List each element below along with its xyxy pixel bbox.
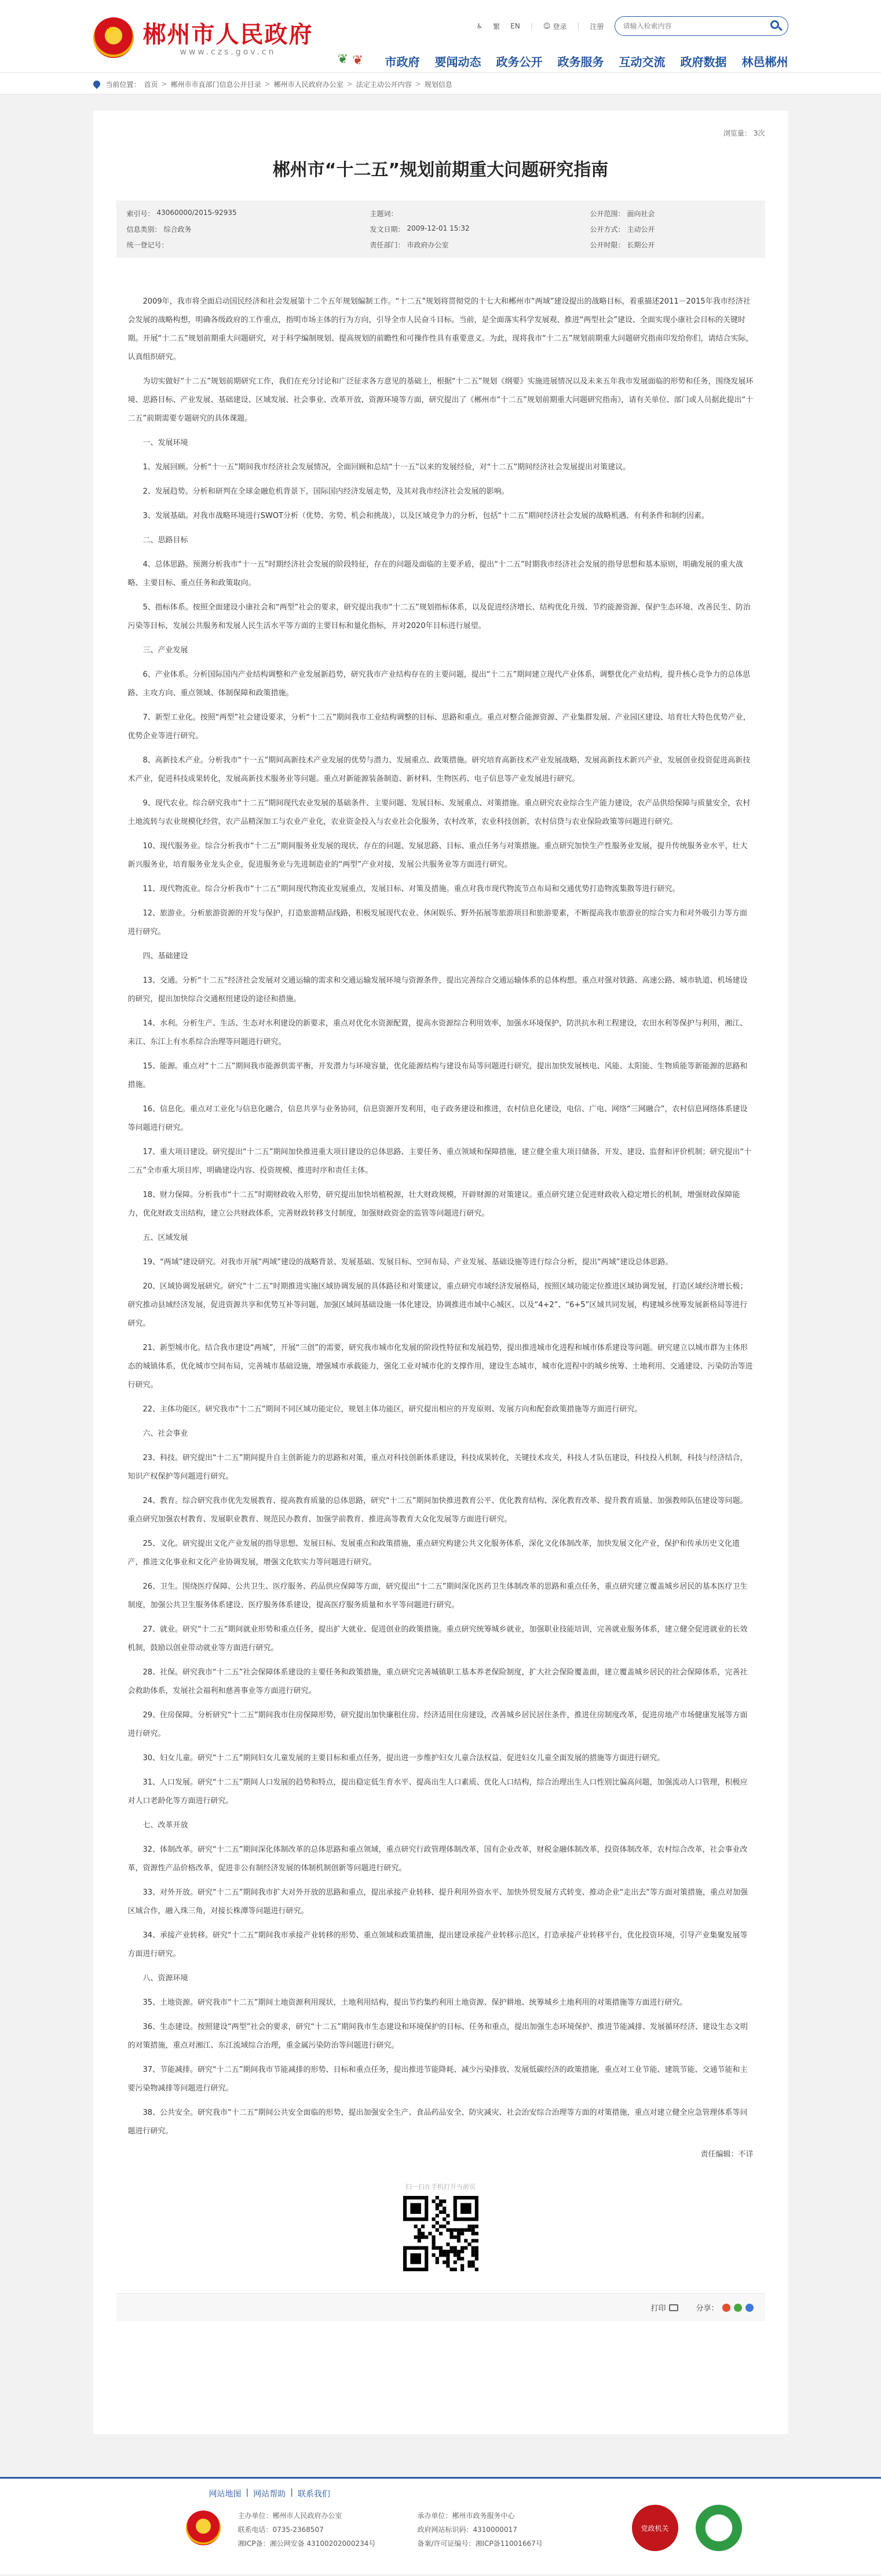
accessibility-link[interactable] [477, 22, 483, 30]
national-emblem-icon[interactable]: ★ [93, 17, 134, 58]
article-paragraph: 13、交通。分析“十二五”经济社会发展对交通运输的需求和交通运输发展环境与资源条件，提出完善综合交通运输体系的总体构想。重点对强对铁路、高速公路、城市轨道、机场建设的研究，提出加快综合交通枢纽建设的途径和措施。 [127, 976, 748, 1004]
article-paragraph: 22、主体功能区。研究我市“十二五”期间不同区域功能定位，规划主体功能区，研究提出相应的开发原则、发展方向和配套政策措施等方面进行研究。 [142, 1405, 642, 1414]
article-body [116, 293, 765, 2141]
article-paragraph: 37、节能减排。研究“十二五”期间我市节能减排的形势、目标和重点任务，提出推进节能降耗、减少污染排放、发展低碳经济的政策措施，重点对工业节能、建筑节能、交通节能和主要污染物减排等问题进行研究。 [127, 2066, 748, 2093]
article-title: 郴州市“十二五”规划前期重大问题研究指南 [272, 160, 609, 180]
meta-field: 责任部门： 市政府办公室 [370, 241, 449, 249]
error-report-badge-icon[interactable] [696, 2505, 742, 2551]
article-paragraph: 15、能源。重点对“十二五”期间我市能源供需平衡，开发潜力与环境容量，优化能源结构与建设布局等问题进行研究，提出加快发展核电、风能、太阳能、生物质能等新能源的思路和措施。 [127, 1062, 748, 1089]
search-input[interactable] [623, 22, 769, 30]
article-paragraph: 26、卫生。围绕医疗保障、公共卫生、医疗服务、药品供应保障等方面，研究提出“十二五”期间深化医药卫生体制改革的思路和重点任务，重点研究建立覆盖城乡居民的基本医疗卫生制度，加强公共卫生服务体系建设、医疗服务体系建设，提高医疗服务质量和水平等问题进行研究。 [127, 1582, 748, 1610]
breadcrumb-label: 当前位置： [105, 80, 141, 89]
article-paragraph: 27、就业。研究“十二五”期间就业形势和重点任务，提出扩大就业、促进创业的政策措施。重点研究统筹城乡就业，加强职业技能培训，完善就业服务体系，建立健全促进就业的长效机制，鼓励以创业带动就业等方面进行研究。 [127, 1625, 748, 1652]
breadcrumb-item[interactable]: 法定主动公开内容 [356, 80, 412, 89]
article-paragraph: 11、现代物流业。综合分析我市“十二五”期间现代物流业发展重点，发展目标、对策及措施。重点对我市现代物流节点布局和交通优势打造物流集散等进行研究。 [142, 885, 680, 893]
article-paragraph: 35、土地资源。研究我市“十二五”期间土地资源利用现状，土地利用结构，提出节约集约利用土地资源、保护耕地、统筹城乡土地利用的对策措施等方面进行研究。 [142, 1998, 688, 2007]
meta-field: 统一登记号： [126, 241, 169, 249]
party-gov-badge[interactable]: 党政机关 [632, 2505, 678, 2551]
article-paragraph: 19、“两域”建设研究。对我市开展“两域”建设的战略背景、发展基础、发展目标、空间布局、产业发展、基础设施等进行综合分析，提出“两域”建设总体思路。 [142, 1258, 673, 1267]
breadcrumb-item[interactable]: 首页 [144, 80, 158, 89]
meta-field: 发文日期： 2009-12-01 15:32 [370, 224, 470, 233]
article-paragraph: 一、发展环境 [142, 439, 188, 447]
qzone-share-icon[interactable] [745, 2304, 754, 2312]
meta-field: 公开方式： 主动公开 [590, 225, 655, 233]
article-paragraph: 17、重大项目建设。研究提出“十二五”期间加快推进重大项目建设的总体思路、主要任务、重点领域和保障措施，建立健全重大项目储备、开发、建设、监督和评价机制；研究提出“十二五”全市重大项目库，明确建设内容、投资规模、推进时序和责任主体。 [127, 1148, 752, 1175]
article-paragraph: 八、资源环境 [142, 1974, 188, 1983]
article-paragraph: 6、产业体系。分析国际国内产业结构调整和产业发展新趋势，研究我市产业结构存在的主要问题，提出“十二五”期间建立现代产业体系，调整优化产业结构，提升核心竞争力的总体思路、主攻方向、重点领域、体制保障和政策措施。 [127, 670, 751, 698]
footer-links: 网站地图 | 网站帮助 | 联系我们 [209, 2488, 330, 2499]
bamboo-decoration-icon: ❦ ❦ [337, 52, 363, 68]
meta-field: 信息类别： 综合政务 [126, 225, 192, 233]
footer-link-contact[interactable]: 联系我们 [297, 2490, 330, 2499]
article-paragraph: 30、妇女儿童。研究“十二五”期间妇女儿童发展的主要目标和重点任务，提出进一步维护妇女儿童合法权益、促进妇女儿童全面发展的措施等方面进行研究。 [142, 1754, 665, 1763]
english-link[interactable]: EN [510, 22, 520, 30]
nav-item-services[interactable]: 政务服务 [557, 54, 604, 69]
article-paragraph: 29、住房保障。分析研究“十二五”期间我市住房保障形势，研究提出加快廉租住房、经济适用住房建设，改善城乡居民居住条件，推进住房制度改革，促进房地产市场健康发展等方面进行研究。 [127, 1711, 748, 1738]
nav-item-public-info[interactable]: 政务公开 [496, 54, 543, 69]
main-nav [335, 52, 788, 70]
top-toolbar: ♿ 繁 EN | ☺ 登录 | 注册 请输入检索内容 [477, 16, 788, 36]
footer-emblem-icon [186, 2511, 221, 2545]
article-paragraph: 2、发展趋势。分析和研判在全球金融危机背景下，国际国内经济发展走势，及其对我市经济社会发展的影响。 [142, 487, 509, 496]
user-icon: ☺ [543, 22, 551, 30]
article-paragraph: 33、对外开放。研究“十二五”期间我市扩大对外开放的思路和重点，提出承接产业转移、提升利用外资水平、加快外贸发展方式转变、推动企业“走出去”等方面对策措施，重点对加强区域合作，融入珠三角，对接长株潭等问题进行研究。 [127, 1888, 748, 1915]
article-paragraph: 28、社保。研究我市“十二五”社会保障体系建设的主要任务和政策措施，重点研究完善城镇职工基本养老保险制度，扩大社会保险覆盖面，建立覆盖城乡居民的社会保障体系，完善社会救助体系，发展社会福利和慈善事业等方面进行研究。 [127, 1668, 748, 1695]
article-paragraph: 7、新型工业化。按照“两型”社会建设要求，分析“十二五”期间我市工业结构调整的目标、思路和重点。重点对整合能源资源、产业集群发展、产业园区建设、培育壮大特色优势产业，优势企业等进行研究。 [127, 713, 751, 740]
article-paragraph: 25、文化。研究提出文化产业发展的指导思想、发展目标、发展重点和政策措施，重点研究构建公共文化服务体系，深化文化体制改革，加快发展文化产业，保护和传承历史文化遗产，推进文化事业和文化产业协调发展，增强文化软实力等问题进行研究。 [127, 1539, 740, 1567]
article-paragraph: 38、公共安全。研究我市“十二五”期间公共安全面临的形势，提出加强安全生产、食品药品安全、防灾减灾、社会治安综合治理等方面的对策措施，重点对建立健全应急管理体系等问题进行研究。 [127, 2108, 748, 2136]
meta-field: 公开范围： 面向社会 [590, 210, 655, 218]
wechat-share-icon[interactable] [734, 2304, 742, 2312]
search-box [615, 16, 788, 36]
article-paragraph: 9、现代农业。综合研究我市“十二五”期间现代农业发展的基础条件、主要问题、发展目标、发展重点、对策措施。重点研究农业综合生产能力建设，农产品供给保障与质量安全，农村土地流转与农业规模化经营，农产品精深加工与农业产业化，农业资金投入与农业社会化服务，农村改革，农业科技创新，农村信贷与农业保险政策等问题进行研究。 [127, 799, 751, 826]
register-link[interactable]: 注册 [590, 22, 604, 31]
article-paragraph: 31、人口发展。研究“十二五”期间人口发展的趋势和特点，提出稳定低生育水平、提高出生人口素质、优化人口结构，综合治理出生人口性别比偏高问题，加强流动人口管理，积极应对人口老龄化等方面进行研究。 [127, 1778, 748, 1805]
article-paragraph: 10、现代服务业。综合分析我市“十二五”期间服务业发展的现状、存在的问题、发展思路、目标、重点任务与对策措施。重点研究加快生产性服务业发展，提升传统服务业水平，壮大新兴服务业，培育服务业龙头企业，促进服务业与先进制造业的“两型”产业对接，发展公共服务业等方面进行研究。 [127, 842, 748, 869]
article-paragraph: 六、社会事业 [142, 1429, 188, 1438]
article-paragraph: 为切实做好“十二五”规划前期研究工作，我们在充分讨论和广泛征求各方意见的基础上，根据“十二五”规划《纲要》实施进展情况以及未来五年我市发展面临的形势和任务，围绕发展环境、思路目标、产业发展、基础建设、区域发展、社会事业、改革开放、资源环境等方面，研究提出了《郴州市“十二五”规划前期重大问题研究指南》，请有关单位、部门或人员据此提出“十二五”前期需要专题研究的具体课题。 [127, 377, 754, 423]
article-container [93, 111, 788, 2434]
qr-code-block [400, 2182, 481, 2274]
article-paragraph: 14、水利。分析生产、生活、生态对水利建设的新要求，重点对优化水资源配置，提高水资源综合利用效率，加强水环境保护，防洪抗水利工程建设，农田水利等保护与利用，湘江、耒江、东江上有水系综合治理等问题进行研究。 [127, 1019, 748, 1046]
view-count-value: 3次 [753, 129, 765, 137]
login-link[interactable]: ☺ 登录 [543, 22, 567, 31]
search-icon[interactable] [769, 19, 783, 33]
qr-code-icon [403, 2196, 478, 2271]
breadcrumb-item[interactable]: 郴州市市直部门信息公开目录 [170, 80, 261, 89]
breadcrumb-item[interactable]: 规划信息 [424, 80, 452, 89]
footer-info-col1: 主办单位：郴州市人民政府办公室 联系电话：0735-2368507 湘ICP备：湘公网安备 43100202000234号 [237, 2512, 376, 2548]
article-paragraph: 16、信息化。重点对工业化与信息化融合，信息共享与业务协同，信息资源开发利用，电子政务建设和推进，农村信息化建设，电信、广电、网络“三网融合”，农村信息网络体系建设等问题进行研究。 [127, 1105, 748, 1132]
meta-field: 主题词： [370, 210, 398, 218]
article-paragraph: 五、区域发展 [142, 1234, 188, 1242]
share-group: 分享： [696, 2302, 753, 2313]
article-paragraph: 12、旅游业。分析旅游资源的开发与保护，打造旅游精品线路，积极发展现代农业、休闲娱乐、野外拓展等旅游项目和旅游要素，不断提高我市旅游业的综合实力和对外吸引力等方面进行研究。 [127, 909, 748, 936]
qr-caption: 扫一扫在手机打开当前页 [405, 2183, 476, 2191]
article-paragraph: 24、教育。综合研究我市优先发展教育、提高教育质量的总体思路，研究“十二五”期间加快推进教育公平、优化教育结构、深化教育改革、提升教育质量、加强教师队伍建设等问题。重点研究加强农村教育、发展职业教育、规范民办教育、加强学前教育、推进高等教育大众化发展等方面进行研究。 [127, 1497, 748, 1524]
article-paragraph: 23、科技。研究提出“十二五”期间提升自主创新能力的思路和对策，重点对科技创新体系建设，科技成果转化，关键技术攻关，科技人才队伍建设，科技投入机制，科技与经济结合，知识产权保护等问题进行研究。 [127, 1454, 748, 1481]
article-paragraph: 8、高新技术产业。分析我市“十一五”期间高新技术产业发展的优势与潜力、发展重点、政策措施。研究培育高新技术产业发展战略，发展高新技术新兴产业，发展创业投资促进高新技术产业，促进科技成果转化，发展高新技术服务业等问题。重点对新能源装备制造、新材料、生物医药、电子信息等产业发展进行研究。 [127, 756, 751, 783]
view-count: 浏览量： 3次 [723, 129, 765, 137]
article-meta-table [116, 200, 765, 258]
weibo-share-icon[interactable] [722, 2304, 730, 2312]
editor-name: 不详 [738, 2150, 754, 2159]
nav-item-interaction[interactable]: 互动交流 [619, 54, 666, 69]
print-button[interactable]: 打印 [650, 2302, 678, 2313]
nav-item-government[interactable]: 市政府 [385, 54, 420, 69]
print-icon [669, 2304, 678, 2311]
breadcrumb-item[interactable]: 郴州市人民政府办公室 [273, 80, 343, 89]
accessibility-icon: ♿ [476, 22, 483, 30]
site-url: www.czs.gov.cn [180, 48, 276, 57]
nav-item-data[interactable]: 政府数据 [680, 54, 727, 69]
nav-item-linyi[interactable]: 林邑郴州 [741, 54, 788, 69]
article-paragraph: 四、基础建设 [142, 952, 188, 961]
article-paragraph: 18、财力保障。分析我市“十二五”时期财政收入形势，研究提出加快培植税源，壮大财政规模，开辟财源的对策建议。重点研究建立促进财政收入稳定增长的机制，增强财政保障能力，优化财政支出结构，建立公共财政体系，完善财政转移支付制度，加强财政资金的监管等问题进行研究。 [127, 1191, 740, 1218]
article-paragraph: 5、指标体系。按照全面建设小康社会和“两型”社会的要求，研究提出我市“十二五”规划指标体系，以及促进经济增长、结构优化升级、节约能源资源、保护生态环境、改善民生、防治污染等目标，发展公共服务和发展人民生活水平等方面的主要目标和量化指标，并对2020年目标进行展望。 [127, 603, 751, 630]
footer-link-sitemap[interactable]: 网站地图 [209, 2490, 242, 2499]
nav-item-news[interactable]: 要闻动态 [434, 54, 481, 69]
meta-field: 公开时限： 长期公开 [590, 241, 655, 249]
article-paragraph: 3、发展基础。对我市战略环境进行SWOT分析（优势、劣势、机会和挑战），以及区域竞争力的分析，包括“十二五”期间经济社会发展的战略机遇、有利条件和制约因素。 [142, 512, 710, 520]
site-header [0, 0, 881, 72]
article-paragraph: 2009年，我市将全面启动国民经济和社会发展第十二个五年规划编制工作。“十二五”规划将贯彻党的十七大和郴州市“两域”建设提出的战略目标，着重描述2011－2015年我市经济社会发展的战略构想，明确各级政府的工作重点，指明市场主体的行为方向，引导全市人民奋斗目标。当前，是全面落实科学发展观、推进“两型社会”建设、全面实现小康社会目标的关键时期。开展“十二五”规划前期重大问题研究，对于科学编制规划、提高规划的前瞻性和可操作性具有重要意义。为此，现将我市“十二五”规划前期重大问题研究指南印发给你们，请结合实际，认真组织研究。 [127, 297, 754, 362]
article-paragraph: 36、生态建设。按照建设“两型”社会的要求，研究“十二五”期间我市生态建设和环境保护的目标、任务和重点，提出加强生态环境保护、推进节能减排、发展循环经济、建设生态文明的对策措施，重点对湘江、东江流域综合治理，重金属污染防治等问题进行研究。 [127, 2023, 748, 2050]
traditional-chinese-link[interactable]: 繁 [493, 22, 500, 31]
footer-link-help[interactable]: 网站帮助 [253, 2490, 286, 2499]
article-actions [116, 2293, 765, 2321]
article-paragraph: 20、区域协调发展研究。研究“十二五”时期推进实施区域协调发展的具体路径和对策建议，重点研究市域经济发展格局，按照区域功能定位推进区域协调发展，打造区域经济增长极；研究推动县域经济发展，促进资源共享和优势互补等问题，加强区域间基础设施一体化建设，协调推进市域中心城区、以及“4+2”、“6+5”区域共同发展，构建城乡统筹发展新格局等进行研究。 [127, 1282, 748, 1328]
article-paragraph: 七、改革开放 [142, 1821, 188, 1830]
article-paragraph: 二、思路目标 [142, 536, 188, 545]
site-footer [0, 2477, 881, 2574]
article-paragraph: 三、产业发展 [142, 646, 188, 655]
editor-line: 责任编辑：不详 [700, 2150, 754, 2159]
article-paragraph: 21、新型城市化。结合我市建设“两城”，开展“三创”的需要，研究我市城市化发展的阶段性特征和发展趋势，提出推进城市化进程和城市体系建设等问题。研究建立以城市群为主体形态的城镇体系，优化城市空间布局，完善城市基础设施，增强城市承载能力，强化工业对城市化的支撑作用，建设生态城市，城市化进程中的城乡统筹、土地利用、交通建设、污染防治等进行研究。 [127, 1344, 753, 1389]
breadcrumb: 当前位置： 首页 > 郴州市市直部门信息公开目录 > 郴州市人民政府办公室 > 法定主动公开内容 > 规划信息 [93, 73, 788, 95]
location-pin-icon [92, 79, 101, 89]
article-paragraph: 34、承接产业转移。研究“十二五”期间我市承接产业转移的形势、重点领域和政策措施，提出建设承接产业转移示范区，打造承接产业转移平台，优化投资环境，引导产业集聚发展等方面进行研究。 [127, 1931, 748, 1958]
article-paragraph: 4、总体思路。预测分析我市“十一五”时期经济社会发展的阶段特征，存在的问题及面临的主要矛盾，提出“十二五”时期我市经济社会发展的指导思想和基本原则，明确发展的重大战略、主要目标、重点任务和政策取向。 [127, 560, 743, 588]
article-paragraph: 32、体制改革。研究“十二五”期间深化体制改革的总体思路和重点领域，重点研究行政管理体制改革，国有企业改革，财税金融体制改革，投资体制改革，农村综合改革，社会事业改革，资源性产品价格改革，促进非公有制经济发展的体制机制创新等问题进行研究。 [127, 1845, 748, 1873]
meta-field: 索引号： 43060000/2015-92935 [126, 209, 237, 218]
article-paragraph: 1、发展回顾。分析“十一五”期间我市经济社会发展情况，全面回顾和总结“十一五”以来的发展经验，对“十二五”期间经济社会发展提出对策建议。 [142, 463, 631, 472]
site-title[interactable]: 郴州市人民政府 [142, 21, 313, 48]
breadcrumb-bar [0, 72, 881, 94]
footer-info-col2: 承办单位：郴州市政务服务中心 政府网站标识码：4310000017 备案/许可证编号：湘ICP备11001667号 [417, 2512, 543, 2548]
